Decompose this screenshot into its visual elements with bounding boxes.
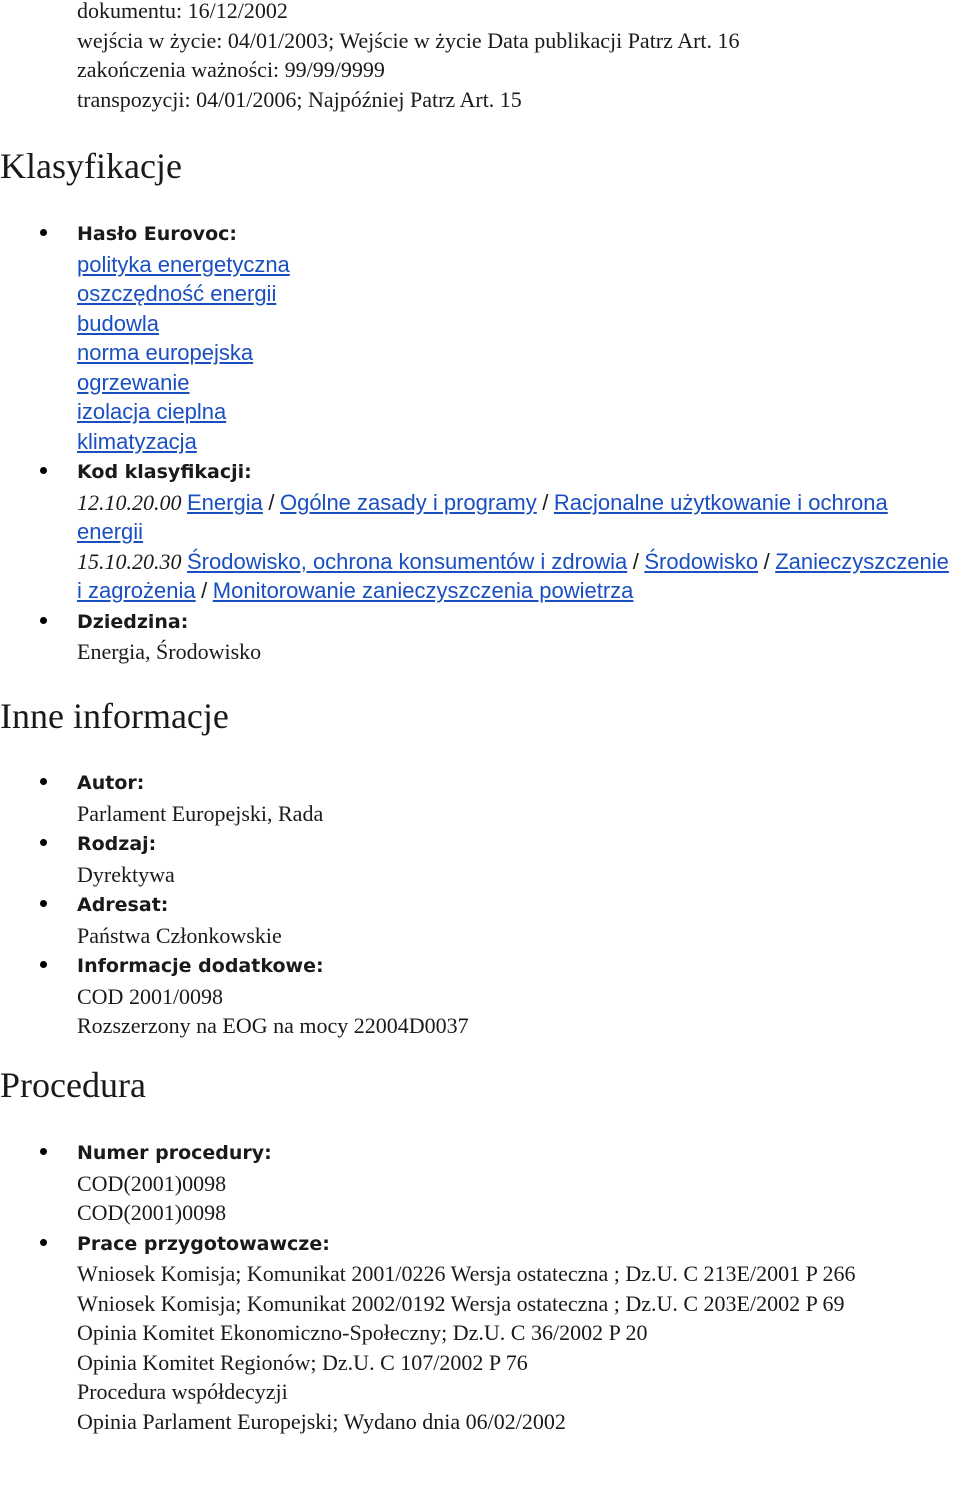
adresat-item — [0, 889, 960, 950]
kod-separator: / — [268, 489, 275, 515]
prace-przygotowawcze-item — [0, 1228, 960, 1437]
kod-klasyfikacji-label: Kod klasyfikacji: — [77, 461, 252, 483]
informacje-dodatkowe-value: COD 2001/0098 — [77, 983, 224, 1009]
numer-procedury-value: COD(2001)0098 — [77, 1200, 227, 1225]
procedura-list — [0, 1137, 960, 1436]
prace-entry: Wniosek Komisja; Komunikat 2001/0226 Wersja ostateczna ; Dz.U. C 213E/2001 P 266 — [77, 1261, 856, 1286]
eurovoc-link-ogrzewanie[interactable]: ogrzewanie — [77, 369, 190, 395]
kod-separator: / — [632, 548, 639, 574]
kod-link-srodowisko-ochrona[interactable]: Środowisko, ochrona konsumentów i zdrowia — [187, 548, 628, 574]
prace-entry: Opinia Komitet Ekonomiczno-Społeczny; Dz.U. C 36/2002 P 20 — [77, 1320, 648, 1345]
section-heading-procedura: Procedura — [0, 1065, 146, 1105]
eurovoc-label: Hasło Eurovoc: — [77, 223, 237, 245]
rodzaj-value: Dyrektywa — [77, 861, 175, 887]
kod-klasyfikacji-item — [0, 456, 960, 606]
inne-informacje-list — [0, 767, 960, 1041]
kod-link-zanieczyszczenie[interactable]: Zanieczyszczenie i zagrożenia — [77, 548, 949, 603]
kod-code-1: 12.10.20.00 — [77, 489, 182, 515]
dziedzina-value: Energia, Środowisko — [77, 639, 262, 664]
kod-link-monitorowanie[interactable]: Monitorowanie zanieczyszczenia powietrza — [212, 578, 634, 603]
section-heading-klasyfikacje: Klasyfikacje — [0, 146, 182, 186]
date-line-transposition: transpozycji: 04/01/2006; Najpóźniej Patrz Art. 15 — [77, 86, 522, 112]
eurovoc-link-norma-europejska[interactable]: norma europejska — [77, 340, 254, 365]
klasyfikacje-list — [0, 218, 960, 667]
date-line-end-of-validity: zakończenia ważności: 99/99/9999 — [77, 57, 385, 82]
prace-entry: Procedura współdecyzji — [77, 1379, 288, 1404]
kod-separator: / — [201, 578, 208, 603]
numer-procedury-item — [0, 1137, 960, 1228]
kod-separator: / — [763, 548, 770, 574]
eurovoc-item — [0, 218, 960, 456]
rodzaj-label: Rodzaj: — [77, 833, 157, 855]
eurovoc-link-izolacja-cieplna[interactable]: izolacja cieplna — [77, 399, 227, 424]
numer-procedury-label: Numer procedury: — [77, 1142, 272, 1164]
eurovoc-link-klimatyzacja[interactable]: klimatyzacja — [77, 428, 197, 454]
date-line-entry-into-force: wejścia w życie: 04/01/2003; Wejście w życie Data publikacji Patrz Art. 16 — [77, 27, 740, 53]
eurovoc-link-oszczednosc-energii[interactable]: oszczędność energii — [77, 281, 277, 306]
adresat-value: Państwa Członkowskie — [77, 922, 282, 948]
kod-row-1 — [77, 488, 957, 547]
numer-procedury-value: COD(2001)0098 — [77, 1170, 227, 1196]
kod-row-2 — [77, 547, 957, 606]
rodzaj-item — [0, 828, 960, 889]
date-lines — [77, 0, 740, 114]
prace-entry: Opinia Komitet Regionów; Dz.U. C 107/2002 P 76 — [77, 1349, 528, 1375]
prace-przygotowawcze-label: Prace przygotowawcze: — [77, 1232, 330, 1255]
kod-link-energia[interactable]: Energia — [187, 489, 263, 515]
dziedzina-label: Dziedzina: — [77, 610, 189, 633]
prace-entry: Opinia Parlament Europejski; Wydano dnia 06/02/2002 — [77, 1408, 566, 1434]
prace-entry: Wniosek Komisja; Komunikat 2002/0192 Wersja ostateczna ; Dz.U. C 203E/2002 P 69 — [77, 1290, 845, 1316]
autor-label: Autor: — [77, 772, 145, 794]
kod-link-racjonalne-uzytkowanie[interactable]: Racjonalne użytkowanie i ochrona energii — [77, 489, 888, 544]
kod-link-ogolne-zasady[interactable]: Ogólne zasady i programy — [279, 489, 537, 515]
date-line-document: dokumentu: 16/12/2002 — [77, 0, 288, 23]
autor-item — [0, 767, 960, 828]
kod-separator: / — [542, 489, 549, 515]
informacje-dodatkowe-value: Rozszerzony na EOG na mocy 22004D0037 — [77, 1013, 469, 1038]
informacje-dodatkowe-item — [0, 950, 960, 1041]
kod-code-2: 15.10.20.30 — [77, 548, 182, 574]
kod-link-srodowisko[interactable]: Środowisko — [644, 548, 759, 574]
dziedzina-item — [0, 606, 960, 667]
adresat-label: Adresat: — [77, 894, 169, 916]
section-heading-inne-informacje: Inne informacje — [0, 696, 229, 736]
eurovoc-link-budowla[interactable]: budowla — [77, 310, 159, 336]
informacje-dodatkowe-label: Informacje dodatkowe: — [77, 955, 324, 977]
autor-value: Parlament Europejski, Rada — [77, 800, 324, 826]
eurovoc-link-polityka-energetyczna[interactable]: polityka energetyczna — [77, 251, 290, 277]
